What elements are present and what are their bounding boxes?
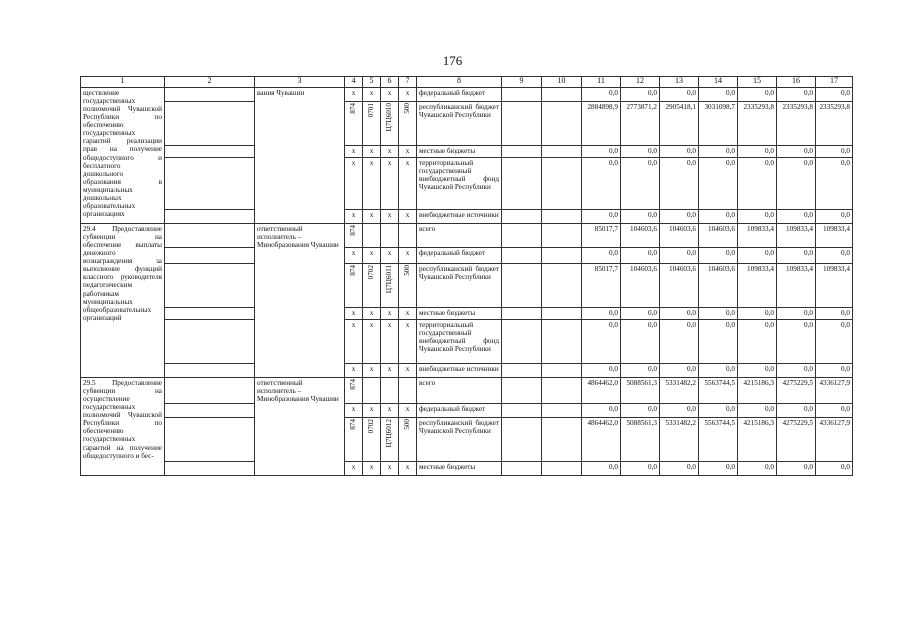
amount-cell: 0,0 — [777, 248, 816, 264]
amount-cell: 109833,4 — [816, 264, 853, 308]
amount-cell: 0,0 — [738, 320, 777, 364]
amount-cell: 0,0 — [660, 248, 699, 264]
blank-cell — [165, 462, 255, 476]
code-cell: x — [381, 404, 399, 418]
amount-cell: 0,0 — [660, 146, 699, 158]
code-cell — [381, 224, 399, 248]
code-value: 500 — [403, 419, 412, 430]
amount-cell: 0,0 — [660, 364, 699, 378]
amount-cell: 3031098,7 — [699, 102, 738, 146]
amount-cell: 0,0 — [660, 320, 699, 364]
blank-cell — [165, 364, 255, 378]
blank-cell — [502, 146, 542, 158]
amount-cell: 0,0 — [816, 158, 853, 210]
blank-cell — [165, 418, 255, 462]
amount-cell: 0,0 — [738, 308, 777, 320]
amount-cell: 0,0 — [582, 210, 621, 224]
amount-cell: 4215186,3 — [738, 378, 777, 404]
amount-cell: 0,0 — [582, 146, 621, 158]
page-number: 176 — [442, 53, 463, 68]
code-cell — [363, 418, 381, 462]
amount-cell: 4275229,5 — [777, 378, 816, 404]
amount-cell: 104603,6 — [699, 264, 738, 308]
header-cell: 9 — [502, 77, 542, 88]
amount-cell: 0,0 — [777, 404, 816, 418]
code-cell: x — [345, 210, 363, 224]
code-cell: x — [345, 88, 363, 102]
blank-cell — [542, 418, 582, 462]
blank-cell — [502, 320, 542, 364]
amount-cell: 4275229,5 — [777, 418, 816, 462]
blank-cell — [165, 248, 255, 264]
code-value: 500 — [403, 103, 412, 114]
amount-cell: 0,0 — [699, 158, 738, 210]
code-value: 0702 — [367, 419, 376, 434]
blank-cell — [165, 102, 255, 146]
code-cell: x — [363, 320, 381, 364]
amount-cell: 109833,4 — [738, 264, 777, 308]
header-cell: 2 — [165, 77, 255, 88]
header-cell: 8 — [417, 77, 502, 88]
header-cell: 17 — [816, 77, 853, 88]
amount-cell: 0,0 — [582, 88, 621, 102]
code-cell: x — [399, 462, 417, 476]
header-cell: 5 — [363, 77, 381, 88]
code-value: Ц7Ц6012 — [385, 419, 394, 448]
code-cell: x — [345, 308, 363, 320]
table-row — [81, 364, 853, 378]
code-value: 500 — [403, 265, 412, 276]
amount-cell: 0,0 — [621, 462, 660, 476]
funding-source: местные бюджеты — [417, 308, 502, 320]
blank-cell — [165, 88, 255, 102]
amount-cell: 109833,4 — [738, 224, 777, 248]
code-cell: x — [345, 404, 363, 418]
amount-cell: 2773871,2 — [621, 102, 660, 146]
amount-cell: 109833,4 — [777, 224, 816, 248]
amount-cell: 0,0 — [738, 158, 777, 210]
code-cell: x — [381, 320, 399, 364]
code-cell: x — [363, 88, 381, 102]
funding-source: территориальный государственный внебюджетный фонд Чувашской Республики — [417, 320, 502, 364]
amount-cell: 0,0 — [699, 320, 738, 364]
code-cell: x — [363, 364, 381, 378]
budget-table — [80, 76, 853, 476]
amount-cell: 5563744,5 — [699, 418, 738, 462]
blank-cell — [542, 88, 582, 102]
amount-cell: 0,0 — [816, 462, 853, 476]
amount-cell: 5088561,3 — [621, 418, 660, 462]
amount-cell: 0,0 — [582, 364, 621, 378]
table-row — [81, 404, 853, 418]
amount-cell: 0,0 — [660, 462, 699, 476]
amount-cell: 0,0 — [699, 210, 738, 224]
blank-cell — [165, 210, 255, 224]
responsible-executor: вания Чувашии — [255, 88, 345, 224]
code-cell: x — [363, 210, 381, 224]
table-row — [81, 248, 853, 264]
funding-source: внебюджетные источники — [417, 364, 502, 378]
code-cell — [399, 418, 417, 462]
amount-cell: 0,0 — [621, 404, 660, 418]
header-cell: 15 — [738, 77, 777, 88]
code-cell — [345, 224, 363, 248]
responsible-executor: ответственный исполнитель – Минобразования Чувашии — [255, 224, 345, 378]
amount-cell: 104603,6 — [621, 264, 660, 308]
code-cell: x — [345, 248, 363, 264]
table-row — [81, 308, 853, 320]
blank-cell — [542, 462, 582, 476]
blank-cell — [502, 308, 542, 320]
funding-source: всего — [417, 378, 502, 404]
blank-cell — [165, 404, 255, 418]
amount-cell: 0,0 — [777, 88, 816, 102]
code-value: 874 — [349, 379, 358, 390]
code-value: Ц7Ц6011 — [385, 265, 394, 294]
code-cell: x — [363, 308, 381, 320]
code-cell: x — [345, 364, 363, 378]
header-cell: 10 — [542, 77, 582, 88]
blank-cell — [165, 146, 255, 158]
blank-cell — [542, 308, 582, 320]
blank-cell — [542, 146, 582, 158]
amount-cell: 0,0 — [621, 210, 660, 224]
funding-source: республиканский бюджет Чувашской Республики — [417, 102, 502, 146]
amount-cell: 0,0 — [816, 210, 853, 224]
code-cell: x — [399, 364, 417, 378]
code-value: 0701 — [367, 103, 376, 118]
blank-cell — [502, 418, 542, 462]
blank-cell — [542, 248, 582, 264]
blank-cell — [542, 264, 582, 308]
amount-cell: 0,0 — [582, 158, 621, 210]
amount-cell: 4336127,9 — [816, 418, 853, 462]
amount-cell: 0,0 — [816, 320, 853, 364]
amount-cell: 4864462,0 — [582, 418, 621, 462]
funding-source: федеральный бюджет — [417, 404, 502, 418]
funding-source: республиканский бюджет Чувашской Республики — [417, 264, 502, 308]
header-cell: 11 — [582, 77, 621, 88]
code-cell: x — [381, 248, 399, 264]
code-cell — [399, 378, 417, 404]
amount-cell: 0,0 — [777, 308, 816, 320]
header-cell: 13 — [660, 77, 699, 88]
code-cell: x — [399, 404, 417, 418]
amount-cell: 2335293,8 — [777, 102, 816, 146]
amount-cell: 0,0 — [738, 210, 777, 224]
blank-cell — [542, 364, 582, 378]
amount-cell: 0,0 — [621, 320, 660, 364]
blank-cell — [542, 224, 582, 248]
code-cell: x — [381, 308, 399, 320]
blank-cell — [542, 320, 582, 364]
blank-cell — [502, 88, 542, 102]
amount-cell: 0,0 — [699, 88, 738, 102]
amount-cell: 0,0 — [699, 146, 738, 158]
amount-cell: 85017,7 — [582, 264, 621, 308]
table-row — [81, 378, 853, 404]
code-value: 0702 — [367, 265, 376, 280]
amount-cell: 0,0 — [621, 88, 660, 102]
code-cell: x — [399, 308, 417, 320]
amount-cell: 109833,4 — [816, 224, 853, 248]
amount-cell: 0,0 — [738, 248, 777, 264]
funding-source: всего — [417, 224, 502, 248]
blank-cell — [502, 210, 542, 224]
amount-cell: 0,0 — [621, 248, 660, 264]
amount-cell: 0,0 — [777, 320, 816, 364]
amount-cell: 0,0 — [582, 308, 621, 320]
blank-cell — [502, 248, 542, 264]
amount-cell: 0,0 — [816, 364, 853, 378]
code-cell: x — [363, 462, 381, 476]
blank-cell — [502, 378, 542, 404]
funding-source: местные бюджеты — [417, 146, 502, 158]
code-cell — [381, 102, 399, 146]
code-cell: x — [381, 210, 399, 224]
amount-cell: 2335293,8 — [816, 102, 853, 146]
table-row — [81, 158, 853, 210]
blank-cell — [165, 320, 255, 364]
amount-cell: 5331482,2 — [660, 418, 699, 462]
code-value: 874 — [349, 103, 358, 114]
amount-cell: 0,0 — [660, 88, 699, 102]
table-row — [81, 210, 853, 224]
code-cell — [345, 378, 363, 404]
table-row — [81, 102, 853, 146]
code-cell — [363, 102, 381, 146]
amount-cell: 0,0 — [660, 404, 699, 418]
amount-cell: 104603,6 — [660, 264, 699, 308]
amount-cell: 4864462,0 — [582, 378, 621, 404]
code-cell: x — [363, 404, 381, 418]
amount-cell: 0,0 — [660, 158, 699, 210]
table-row — [81, 418, 853, 462]
code-cell — [363, 378, 381, 404]
blank-cell — [502, 364, 542, 378]
code-value: 874 — [349, 419, 358, 430]
amount-cell: 0,0 — [738, 404, 777, 418]
code-cell — [381, 264, 399, 308]
code-cell — [363, 264, 381, 308]
code-cell — [381, 378, 399, 404]
code-cell: x — [345, 462, 363, 476]
amount-cell: 0,0 — [816, 88, 853, 102]
blank-cell — [542, 378, 582, 404]
amount-cell: 0,0 — [777, 364, 816, 378]
amount-cell: 0,0 — [777, 146, 816, 158]
amount-cell: 109833,4 — [777, 264, 816, 308]
code-cell — [399, 102, 417, 146]
funding-source: республиканский бюджет Чувашской Республики — [417, 418, 502, 462]
blank-cell — [165, 378, 255, 404]
code-cell — [399, 264, 417, 308]
code-value: 874 — [349, 265, 358, 276]
code-cell: x — [345, 158, 363, 210]
code-cell: x — [381, 364, 399, 378]
code-cell: x — [399, 320, 417, 364]
code-cell: x — [399, 146, 417, 158]
blank-cell — [502, 404, 542, 418]
funding-source: территориальный государственный внебюджетный фонд Чувашской Республики — [417, 158, 502, 210]
amount-cell: 0,0 — [699, 308, 738, 320]
code-cell — [399, 224, 417, 248]
amount-cell: 5331482,2 — [660, 378, 699, 404]
amount-cell: 0,0 — [660, 308, 699, 320]
header-cell: 14 — [699, 77, 738, 88]
code-cell: x — [399, 248, 417, 264]
blank-cell — [165, 308, 255, 320]
amount-cell: 0,0 — [816, 248, 853, 264]
amount-cell: 0,0 — [738, 462, 777, 476]
blank-cell — [542, 404, 582, 418]
amount-cell: 0,0 — [816, 146, 853, 158]
measure-description: 29.5 Предоставление субвенции на осуществление государственных полномочий Чувашской Республики по обеспечению государственных гарантий на получение общедоступного и бес- — [81, 378, 165, 476]
amount-cell: 0,0 — [621, 158, 660, 210]
amount-cell: 0,0 — [621, 308, 660, 320]
code-cell: x — [381, 146, 399, 158]
blank-cell — [502, 102, 542, 146]
code-cell: x — [399, 88, 417, 102]
header-cell: 1 — [81, 77, 165, 88]
blank-cell — [165, 158, 255, 210]
code-value: 874 — [349, 225, 358, 236]
header-row — [81, 77, 853, 88]
amount-cell: 0,0 — [699, 248, 738, 264]
header-cell: 4 — [345, 77, 363, 88]
header-cell: 12 — [621, 77, 660, 88]
blank-cell — [542, 158, 582, 210]
amount-cell: 0,0 — [777, 158, 816, 210]
amount-cell: 4336127,9 — [816, 378, 853, 404]
amount-cell: 2905418,1 — [660, 102, 699, 146]
amount-cell: 104603,6 — [699, 224, 738, 248]
amount-cell: 0,0 — [699, 364, 738, 378]
table-row — [81, 146, 853, 158]
amount-cell: 0,0 — [582, 248, 621, 264]
blank-cell — [165, 264, 255, 308]
blank-cell — [542, 102, 582, 146]
code-value: Ц7Ц6010 — [385, 103, 394, 132]
amount-cell: 0,0 — [699, 404, 738, 418]
amount-cell: 2884898,9 — [582, 102, 621, 146]
header-cell: 16 — [777, 77, 816, 88]
responsible-executor: ответственный исполнитель – Минобразования Чувашии — [255, 378, 345, 476]
code-cell: x — [381, 158, 399, 210]
amount-cell: 0,0 — [699, 462, 738, 476]
code-cell: x — [399, 210, 417, 224]
amount-cell: 0,0 — [621, 364, 660, 378]
code-cell — [345, 102, 363, 146]
table-row — [81, 462, 853, 476]
blank-cell — [542, 210, 582, 224]
funding-source: местные бюджеты — [417, 462, 502, 476]
amount-cell: 4215186,3 — [738, 418, 777, 462]
code-cell — [381, 418, 399, 462]
code-cell: x — [363, 248, 381, 264]
amount-cell: 0,0 — [621, 146, 660, 158]
blank-cell — [502, 224, 542, 248]
amount-cell: 5563744,5 — [699, 378, 738, 404]
header-cell: 3 — [255, 77, 345, 88]
table-row — [81, 320, 853, 364]
code-cell — [345, 264, 363, 308]
blank-cell — [502, 158, 542, 210]
amount-cell: 0,0 — [582, 404, 621, 418]
code-cell: x — [363, 146, 381, 158]
code-cell: x — [345, 320, 363, 364]
table-row — [81, 88, 853, 102]
blank-cell — [502, 264, 542, 308]
code-cell: x — [399, 158, 417, 210]
blank-cell — [502, 462, 542, 476]
funding-source: федеральный бюджет — [417, 88, 502, 102]
table-row — [81, 264, 853, 308]
code-cell: x — [381, 462, 399, 476]
code-cell — [363, 224, 381, 248]
amount-cell: 0,0 — [738, 364, 777, 378]
blank-cell — [165, 224, 255, 248]
amount-cell: 0,0 — [582, 320, 621, 364]
amount-cell: 0,0 — [777, 462, 816, 476]
amount-cell: 0,0 — [738, 88, 777, 102]
amount-cell: 5088561,3 — [621, 378, 660, 404]
amount-cell: 0,0 — [582, 462, 621, 476]
code-cell: x — [345, 146, 363, 158]
amount-cell: 0,0 — [816, 308, 853, 320]
code-cell: x — [363, 158, 381, 210]
amount-cell: 2335293,8 — [738, 102, 777, 146]
header-cell: 7 — [399, 77, 417, 88]
code-cell: x — [381, 88, 399, 102]
measure-description: 29.4 Предоставление субвенции на обеспечение выплаты денежного вознаграждения за выполнение функций классного руководителя педагогическим работникам муниципальных общеобразовательных организаций — [81, 224, 165, 378]
funding-source: федеральный бюджет — [417, 248, 502, 264]
amount-cell: 0,0 — [777, 210, 816, 224]
measure-description: ществление государственных полномочий Чувашской Республики по обеспечению государственных гарантий реализации прав на получение общедоступного и бесплатного дошкольного образования в муниципальных дошкольных образовательных организациях — [81, 88, 165, 224]
amount-cell: 85017,7 — [582, 224, 621, 248]
amount-cell: 104603,6 — [660, 224, 699, 248]
funding-source: внебюджетные источники — [417, 210, 502, 224]
header-cell: 6 — [381, 77, 399, 88]
amount-cell: 104603,6 — [621, 224, 660, 248]
table-row — [81, 224, 853, 248]
amount-cell: 0,0 — [738, 146, 777, 158]
amount-cell: 0,0 — [816, 404, 853, 418]
amount-cell: 0,0 — [660, 210, 699, 224]
code-cell — [345, 418, 363, 462]
